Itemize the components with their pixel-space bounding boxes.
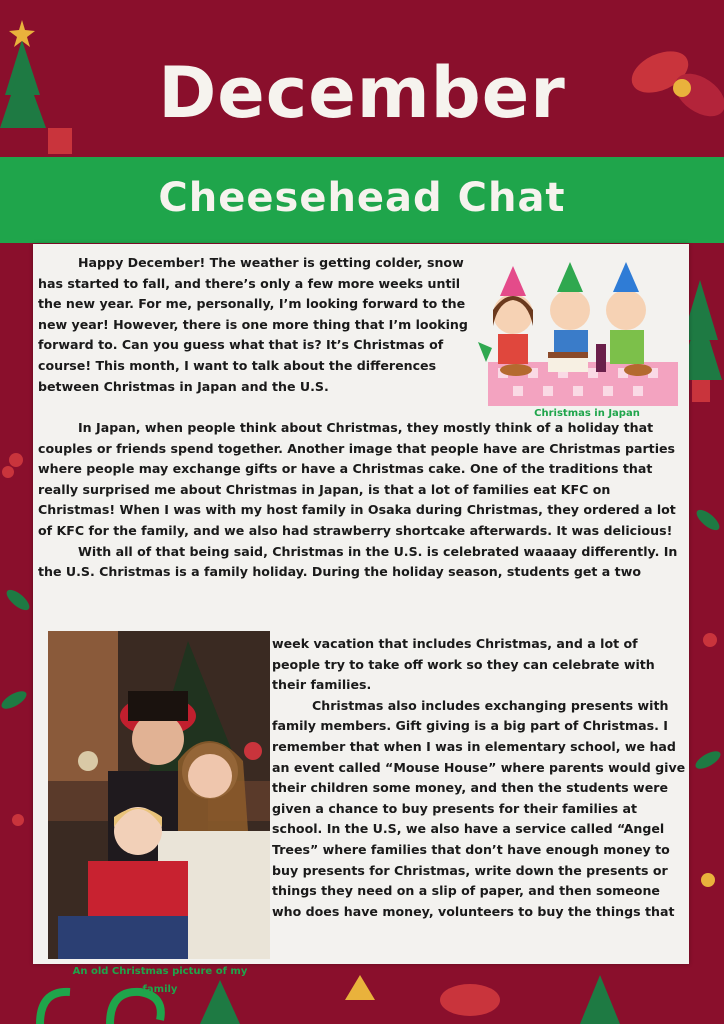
paragraph-presents: Christmas also includes exchanging presents with family members. Gift giving is a big part of Christmas. I remember that when I was in elementary school, we had an event called “Mouse House” where parents would give their children some money, and then the students were given a chance to buy presents for their families at school. In the U.S, we also have a service called “Angel Trees” where families that don’t have enough money to buy presents for Christmas, write down the presents or things they need on a slip of paper, and then someone who does have money, volunteers to buy the things that [272, 697, 686, 919]
paragraph-japan: In Japan, when people think about Christmas, they mostly think of a holiday that couples or friends spend together. Another image that people have are Christmas parties where people may exchange gifts or have a Christmas cake. One of the traditions that really surprised me about Christmas in Japan, is that a lot of families eat KFC on Christmas! When I was with my host family in Osaka during Christmas, they ordered a lot of KFC for the family, and we also had strawberry shortcake afterwards. It was delicious! [38, 420, 676, 538]
christmas-in-japan-illustration [478, 252, 688, 412]
holly-icon [0, 453, 33, 826]
holly-icon [693, 506, 723, 887]
article-body-right [272, 634, 686, 922]
article-body-full [38, 418, 686, 583]
family-photo-caption: An old Christmas picture of my family [72, 966, 248, 995]
family-photo-image [48, 631, 270, 959]
family-photo [48, 631, 270, 959]
paragraph-us-start: With all of that being said, Christmas in the U.S. is celebrated waaaay differently. In the U.S. Christmas is a family holiday. During the holiday season, students get a two [38, 543, 678, 580]
paragraph-intro: Happy December! The weather is getting colder, snow has started to fall, and there’s only a few more weeks until the new year. For me, personally, I’m looking forward to the new year! However, there is one more thing that I’m looking forward to. Can you guess what that is? It’s Christmas of course! This month, I want to talk about the differences between Christmas in Japan and the U.S. [38, 255, 468, 394]
japan-image-caption: Christmas in Japan [534, 408, 640, 419]
banner-title: Cheesehead Chat [158, 175, 566, 221]
article-intro [38, 253, 482, 397]
page-title: December [158, 52, 566, 134]
paragraph-us-cont: week vacation that includes Christmas, and a lot of people try to take off work so they can celebrate with their families. [272, 636, 655, 693]
